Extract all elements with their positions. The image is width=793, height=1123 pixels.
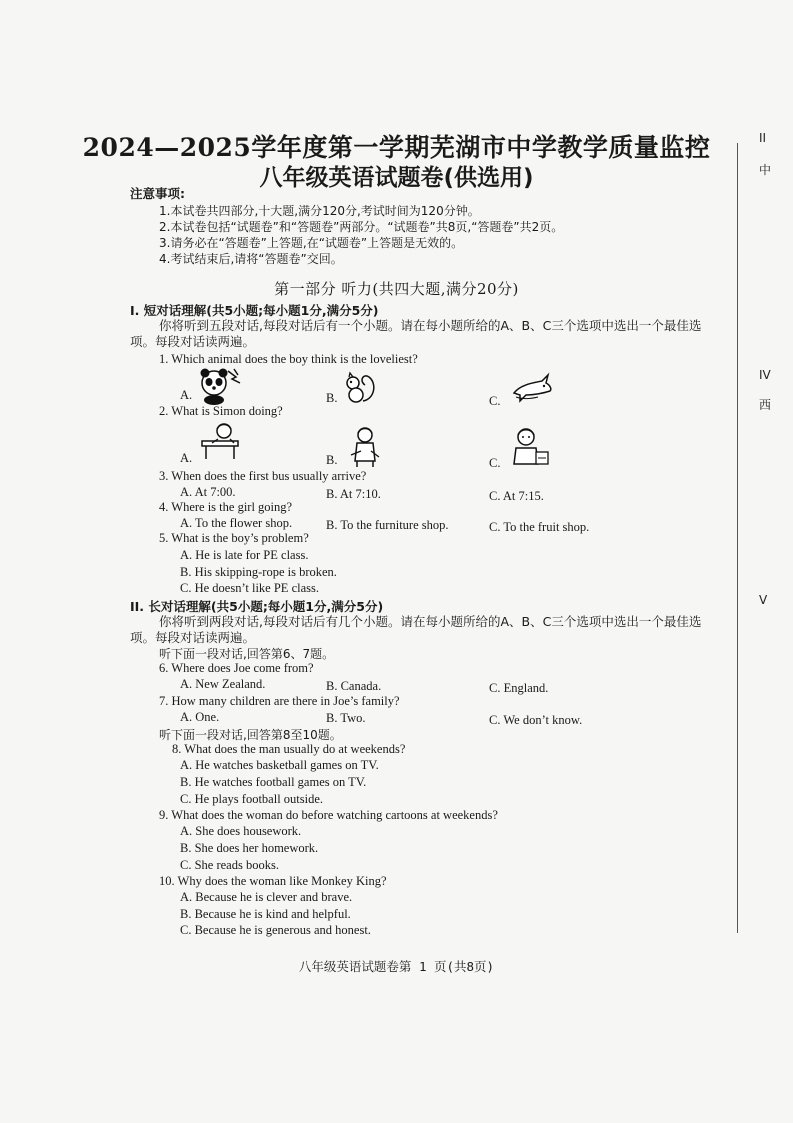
question-6-option-a: A. New Zealand.: [180, 677, 266, 691]
question-4-option-c: C. To the fruit shop.: [489, 520, 590, 534]
question-9-option-c: C. She reads books.: [180, 858, 279, 872]
question-3-stem: 3. When does the first bus usually arrive?: [159, 469, 367, 483]
question-8-option-b: B. He watches football games on TV.: [180, 775, 367, 789]
notes-heading: 注意事项:: [130, 186, 185, 201]
question-7-stem: 7. How many children are there in Joe’s family?: [159, 694, 400, 708]
question-2-option-c: C.: [489, 456, 501, 470]
section1-heading: I. 短对话理解(共5小题;每小题1分,满分5分): [130, 303, 379, 318]
squirrel-icon: [341, 371, 377, 405]
note-item: 3.请务必在“答题卷”上答题,在“试题卷”上答题是无效的。: [159, 236, 464, 250]
question-1-stem: 1. Which animal does the boy think is the loveliest?: [159, 352, 418, 366]
question-5-option-c: C. He doesn’t like PE class.: [180, 581, 319, 595]
question-9-stem: 9. What does the woman do before watching cartoons at weekends?: [159, 808, 498, 822]
section2-instruction: 你将听到两段对话,每段对话后有几个小题。请在每小题所给的A、B、C三个选项中选出一个最佳选项。每段对话读两遍。: [130, 614, 702, 645]
question-9-option-b: B. She does her homework.: [180, 841, 319, 855]
question-2-option-b: B.: [326, 453, 338, 467]
question-1-option-b: B.: [326, 391, 338, 405]
page-footer: 八年级英语试题卷第 1 页(共8页): [298, 959, 495, 974]
panda-icon: [196, 367, 242, 405]
question-8-option-a: A. He watches basketball games on TV.: [180, 758, 379, 772]
question-2-stem: 2. What is Simon doing?: [159, 404, 283, 418]
question-2-option-a: A.: [180, 451, 193, 465]
question-8-stem: 8. What does the man usually do at weekends?: [172, 742, 406, 756]
question-5-option-a: A. He is late for PE class.: [180, 548, 309, 562]
question-3-option-c: C. At 7:15.: [489, 489, 544, 503]
question-7-option-c: C. We don’t know.: [489, 713, 583, 727]
question-5-option-b: B. His skipping-rope is broken.: [180, 565, 337, 579]
edge-mark: 中: [759, 163, 772, 177]
question-6-option-c: C. England.: [489, 681, 549, 695]
question-4-stem: 4. Where is the girl going?: [159, 500, 293, 514]
cooking-boy-icon: [345, 425, 383, 469]
note-item: 4.考试结束后,请将“答题卷”交回。: [159, 252, 343, 266]
question-3-option-a: A. At 7:00.: [180, 485, 236, 499]
section2-heading: II. 长对话理解(共5小题;每小题1分,满分5分): [130, 599, 384, 614]
question-5-stem: 5. What is the boy’s problem?: [159, 531, 309, 545]
question-9-option-a: A. She does housework.: [180, 824, 302, 838]
question-10-stem: 10. Why does the woman like Monkey King?: [159, 874, 387, 888]
section1-instruction: 你将听到五段对话,每段对话后有一个小题。请在每小题所给的A、B、C三个选项中选出一个最佳选项。每段对话读两遍。: [130, 318, 702, 349]
edge-mark: V: [759, 593, 768, 607]
question-6-option-b: B. Canada.: [326, 679, 382, 693]
part-one-heading: 第一部分 听力(共四大题,满分20分): [274, 280, 519, 298]
page-fold-line: [737, 143, 738, 933]
exam-title-line2: 八年级英语试题卷(供选用): [259, 165, 534, 191]
question-4-option-a: A. To the flower shop.: [180, 516, 293, 530]
dolphin-icon: [510, 371, 554, 403]
question-10-option-a: A. Because he is clever and brave.: [180, 890, 353, 904]
edge-mark: II: [759, 131, 767, 145]
note-item: 2.本试卷包括“试题卷”和“答题卷”两部分。“试题卷”共8页,“答题卷”共2页。: [159, 220, 564, 234]
section2-lead-1: 听下面一段对话,回答第6、7题。: [159, 647, 335, 661]
question-7-option-b: B. Two.: [326, 711, 366, 725]
question-1-option-c: C.: [489, 394, 501, 408]
edge-mark: 西: [759, 398, 772, 412]
question-10-option-c: C. Because he is generous and honest.: [180, 923, 371, 937]
question-7-option-a: A. One.: [180, 710, 220, 724]
note-item: 1.本试卷共四部分,十大题,满分120分,考试时间为120分钟。: [159, 204, 480, 218]
section2-lead-2: 听下面一段对话,回答第8至10题。: [159, 728, 342, 742]
exam-title-line1: 2024—2025学年度第一学期芜湖市中学教学质量监控: [82, 133, 711, 162]
drawing-boy-icon: [198, 421, 242, 461]
question-8-option-c: C. He plays football outside.: [180, 792, 324, 806]
building-boy-icon: [508, 426, 552, 468]
question-10-option-b: B. Because he is kind and helpful.: [180, 907, 351, 921]
question-3-option-b: B. At 7:10.: [326, 487, 381, 501]
question-6-stem: 6. Where does Joe come from?: [159, 661, 314, 675]
question-4-option-b: B. To the furniture shop.: [326, 518, 449, 532]
question-1-option-a: A.: [180, 388, 193, 402]
edge-mark: IV: [759, 368, 771, 382]
